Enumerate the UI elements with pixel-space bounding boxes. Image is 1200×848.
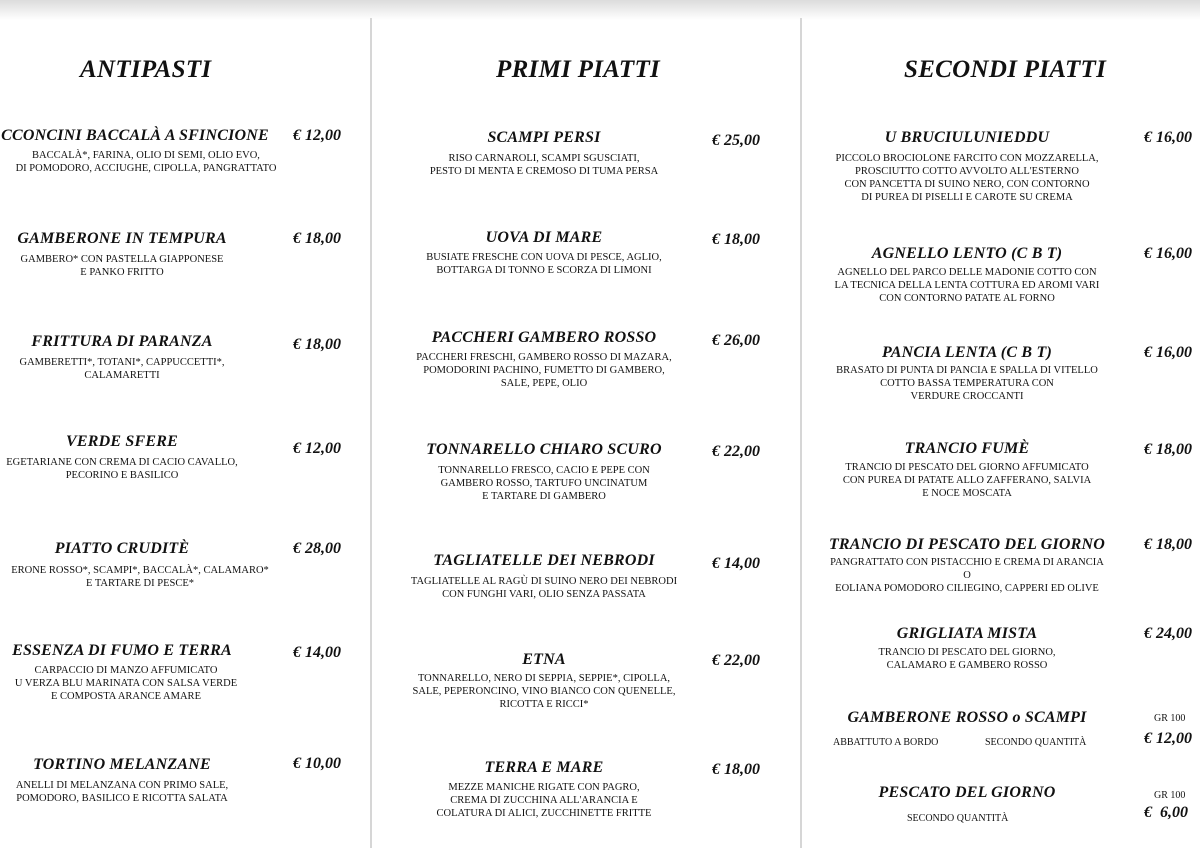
dish-description: GAMBERO* CON PASTELLA GIAPPONESE E PANKO FRITTO bbox=[20, 254, 224, 278]
dish-price: € 14,00 bbox=[293, 644, 341, 661]
dish-description: TRANCIO DI PESCATO DEL GIORNO AFFUMICATO CON PUREA DI PATATE ALLO ZAFFERANO, SALVIA E NOCE MOSCATA bbox=[842, 462, 1092, 499]
dish-description: PICCOLO BROCIOLONE FARCITO CON MOZZARELLA, PROSCIUTTO COTTO AVVOLTO ALL'ESTERNO CON PANCETTA DI SUINO NERO, CON CONTORNO DI PUREA DI PISELLI E CAROTE SU CREMA bbox=[835, 153, 1099, 203]
dish-description: TRANCIO DI PESCATO DEL GIORNO, CALAMARO E GAMBERO ROSSO bbox=[878, 647, 1056, 671]
dish-name: TAGLIATELLE DEI NEBRODI bbox=[433, 552, 655, 569]
dish-name: GRIGLIATA MISTA bbox=[896, 625, 1038, 642]
menu-column-secondi bbox=[802, 0, 1200, 848]
dish-name: TRANCIO FUMÈ bbox=[904, 440, 1030, 457]
dish-price: € 18,00 bbox=[293, 336, 341, 353]
dish-name: AGNELLO LENTO (C B T) bbox=[871, 245, 1063, 262]
dish-price: € 16,00 bbox=[1144, 129, 1192, 146]
dish-price: € 26,00 bbox=[712, 332, 760, 349]
dish-name: TRANCIO DI PESCATO DEL GIORNO bbox=[828, 536, 1106, 553]
dish-price: € 25,00 bbox=[712, 132, 760, 149]
dish-price: € 22,00 bbox=[712, 652, 760, 669]
dish-name: TORTINO MELANZANE bbox=[33, 756, 211, 773]
note-left: ABBATTUTO A BORDO bbox=[833, 737, 939, 748]
dish-description: GAMBERETTI*, TOTANI*, CAPPUCCETTI*, CALAMARETTI bbox=[19, 357, 225, 381]
dish-price: € 18,00 bbox=[712, 761, 760, 778]
menu-column-antipasti bbox=[0, 0, 368, 848]
dish-name: ETNA bbox=[522, 651, 566, 668]
dish-price: € 16,00 bbox=[1144, 344, 1192, 361]
dish-description: EGETARIANE CON CREMA DI CACIO CAVALLO, PECORINO E BASILICO bbox=[6, 457, 238, 481]
menu-column-primi bbox=[372, 0, 798, 848]
note-right: SECONDO QUANTITÀ bbox=[985, 737, 1087, 748]
dish-description: MEZZE MANICHE RIGATE CON PAGRO, CREMA DI ZUCCHINA ALL'ARANCIA E COLATURA DI ALICI, ZUCCHINETTE FRITTE bbox=[436, 782, 652, 819]
unit-label: GR 100 bbox=[1154, 790, 1186, 801]
dish-price: € 6,00 bbox=[1144, 804, 1188, 821]
dish-name: FRITTURA DI PARANZA bbox=[31, 333, 213, 350]
dish-price: € 22,00 bbox=[712, 443, 760, 460]
dish-price: € 18,00 bbox=[1144, 441, 1192, 458]
dish-name: TERRA E MARE bbox=[484, 759, 604, 776]
note: SECONDO QUANTITÀ bbox=[907, 813, 1009, 824]
dish-name: PIATTO CRUDITÈ bbox=[54, 540, 190, 557]
dish-description: TAGLIATELLE AL RAGÙ DI SUINO NERO DEI NEBRODI CON FUNGHI VARI, OLIO SENZA PASSATA bbox=[410, 576, 678, 600]
dish-price: € 16,00 bbox=[1144, 245, 1192, 262]
dish-description: BACCALÀ*, FARINA, OLIO DI SEMI, OLIO EVO, DI POMODORO, ACCIUGHE, CIPOLLA, PANGRATTATO bbox=[15, 150, 277, 174]
dish-description: PANGRATTATO CON PISTACCHIO E CREMA DI ARANCIA O EOLIANA POMODORO CILIEGINO, CAPPERI ED OLIVE bbox=[830, 557, 1104, 594]
dish-price: € 24,00 bbox=[1144, 625, 1192, 642]
dish-price: € 18,00 bbox=[712, 231, 760, 248]
dish-description: BUSIATE FRESCHE CON UOVA DI PESCE, AGLIO, BOTTARGA DI TONNO E SCORZA DI LIMONI bbox=[426, 252, 662, 276]
dish-price: € 18,00 bbox=[1144, 536, 1192, 553]
dish-price: € 14,00 bbox=[712, 555, 760, 572]
unit-label: GR 100 bbox=[1154, 713, 1186, 724]
dish-name: GAMBERONE ROSSO o SCAMPI bbox=[847, 709, 1087, 726]
dish-name: GAMBERONE IN TEMPURA bbox=[17, 230, 227, 247]
dish-description: TONNARELLO, NERO DI SEPPIA, SEPPIE*, CIPOLLA, SALE, PEPERONCINO, VINO BIANCO CON QUENELLE, RICOTTA E RICCI* bbox=[412, 673, 676, 710]
dish-price: € 10,00 bbox=[293, 755, 341, 772]
dish-name: VERDE SFERE bbox=[65, 433, 179, 450]
section-title: ANTIPASTI bbox=[80, 56, 212, 83]
dish-description: RISO CARNAROLI, SCAMPI SGUSCIATI, PESTO DI MENTA E CREMOSO DI TUMA PERSA bbox=[429, 153, 659, 177]
dish-name: SCAMPI PERSI bbox=[487, 129, 601, 146]
dish-name: ESSENZA DI FUMO E TERRA bbox=[12, 642, 232, 659]
dish-description: ERONE ROSSO*, SCAMPI*, BACCALÀ*, CALAMARO* E TARTARE DI PESCE* bbox=[11, 565, 269, 589]
dish-price: € 12,00 bbox=[293, 440, 341, 457]
dish-description: AGNELLO DEL PARCO DELLE MADONIE COTTO CON LA TECNICA DELLA LENTA COTTURA ED AROMI VARI CON CONTORNO PATATE AL FORNO bbox=[834, 267, 1100, 304]
dish-price: € 12,00 bbox=[1144, 730, 1192, 747]
dish-description: PACCHERI FRESCHI, GAMBERO ROSSO DI MAZARA, POMODORINI PACHINO, FUMETTO DI GAMBERO, SALE, PEPE, OLIO bbox=[416, 352, 672, 389]
dish-description: CARPACCIO DI MANZO AFFUMICATO U VERZA BLU MARINATA CON SALSA VERDE E COMPOSTA ARANCE AMARE bbox=[14, 665, 238, 702]
dish-name: TONNARELLO CHIARO SCURO bbox=[426, 441, 662, 458]
dish-name: CCONCINI BACCALÀ A SFINCIONE bbox=[1, 127, 269, 144]
dish-description: BRASATO DI PUNTA DI PANCIA E SPALLA DI VITELLO COTTO BASSA TEMPERATURA CON VERDURE CROCCANTI bbox=[836, 365, 1098, 402]
dish-name: PACCHERI GAMBERO ROSSO bbox=[431, 329, 657, 346]
dish-name: U BRUCIULUNIEDDU bbox=[884, 129, 1050, 146]
dish-price: € 18,00 bbox=[293, 230, 341, 247]
section-title: SECONDI PIATTI bbox=[904, 56, 1107, 83]
dish-name: PANCIA LENTA (C B T) bbox=[882, 344, 1052, 361]
dish-name: PESCATO DEL GIORNO bbox=[878, 784, 1056, 801]
section-title: PRIMI PIATTI bbox=[496, 56, 661, 83]
dish-price: € 12,00 bbox=[293, 127, 341, 144]
dish-description: ANELLI DI MELANZANA CON PRIMO SALE, POMODORO, BASILICO E RICOTTA SALATA bbox=[15, 780, 229, 804]
dish-description: TONNARELLO FRESCO, CACIO E PEPE CON GAMBERO ROSSO, TARTUFO UNCINATUM E TARTARE DI GAMBERO bbox=[438, 465, 650, 502]
dish-name: UOVA DI MARE bbox=[485, 229, 603, 246]
dish-price: € 28,00 bbox=[293, 540, 341, 557]
